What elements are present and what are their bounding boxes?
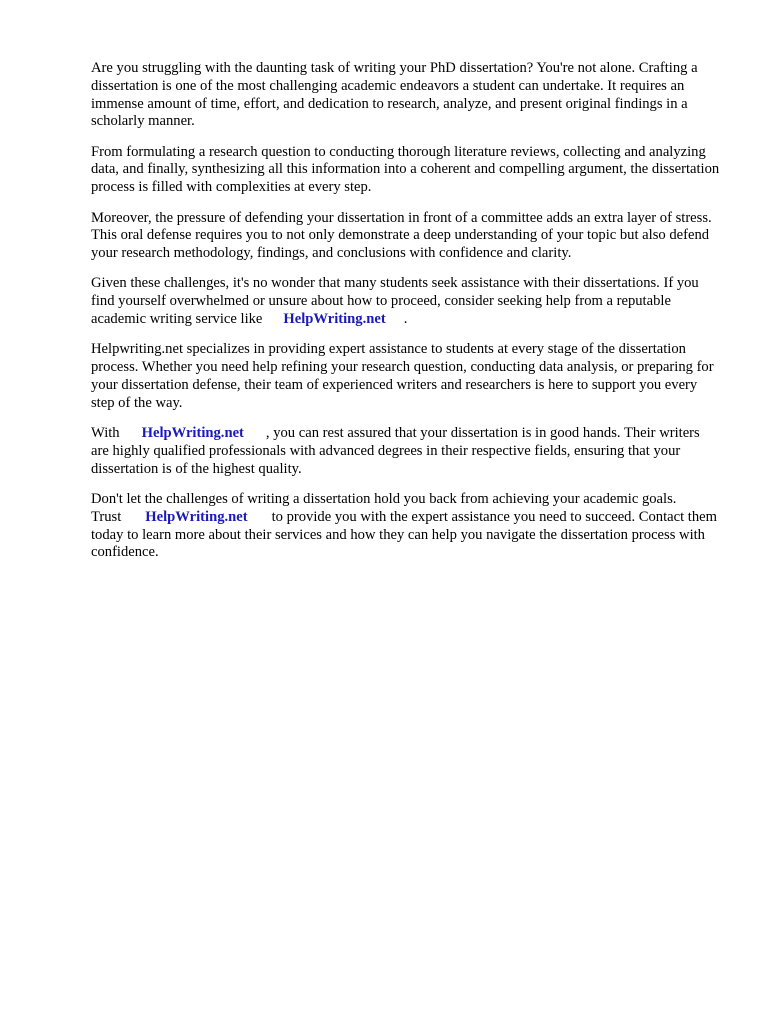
paragraph-text: With [91,425,120,442]
paragraph-intro [91,60,721,131]
paragraph-text: Given these challenges, it's no wonder that many students seek assistance with their dissertations. If you find yourself overwhelmed or unsure about how to proceed, consider seeking help from a reputable academic writing service like [91,275,699,328]
paragraph-with [91,425,721,478]
paragraph-text: to provide you with the expert assistance you need to succeed. Contact them today to learn more about their services and how they can help you navigate the dissertation process with confidence. [91,508,717,561]
paragraph-text: From formulating a research question to conducting thorough literature reviews, collecting and analyzing data, and finally, synthesizing all this information into a coherent and compelling argument, the dissertation process is filled with complexities at every step. [91,143,720,196]
paragraph-text: Don't let the challenges of writing a dissertation hold you back from achieving your academic goals. Trust [91,490,677,525]
paragraph-text: , you can rest assured that your dissertation is in good hands. Their writers are highly qualified professionals with advanced degrees in their respective fields, ensuring that your dissertation is of the highest quality. [91,425,700,477]
helpwriting-link[interactable]: HelpWriting.net [145,508,248,525]
helpwriting-link[interactable]: HelpWriting.net [283,311,386,328]
paragraph-closing [91,491,721,562]
paragraph-process [91,144,721,197]
helpwriting-link[interactable]: HelpWriting.net [141,425,244,442]
paragraph-text: Moreover, the pressure of defending your dissertation in front of a committee adds an extra layer of stress. This oral defense requires you to not only demonstrate a deep understanding of your topic but also defend your research methodology, findings, and conclusions with confidence and clarity. [91,209,712,262]
paragraph-defense [91,210,721,263]
paragraph-text: Helpwriting.net specializes in providing expert assistance to students at every stage of the dissertation process. Whether you need help refining your research question, conducting data analysis, or preparing for your dissertation defense, their team of experienced writers and researchers is here to support you every step of the way. [91,341,714,411]
paragraph-challenges [91,275,721,328]
paragraph-text: Are you struggling with the daunting task of writing your PhD dissertation? You're not alone. Crafting a dissertation is one of the most challenging academic endeavors a student can undertake. It requires an immense amount of time, effort, and dedication to research, analyze, and present original findings in a scholarly manner. [91,60,698,130]
paragraph-text: . [403,311,408,328]
paragraph-specializes [91,341,721,412]
document-body [91,60,721,575]
